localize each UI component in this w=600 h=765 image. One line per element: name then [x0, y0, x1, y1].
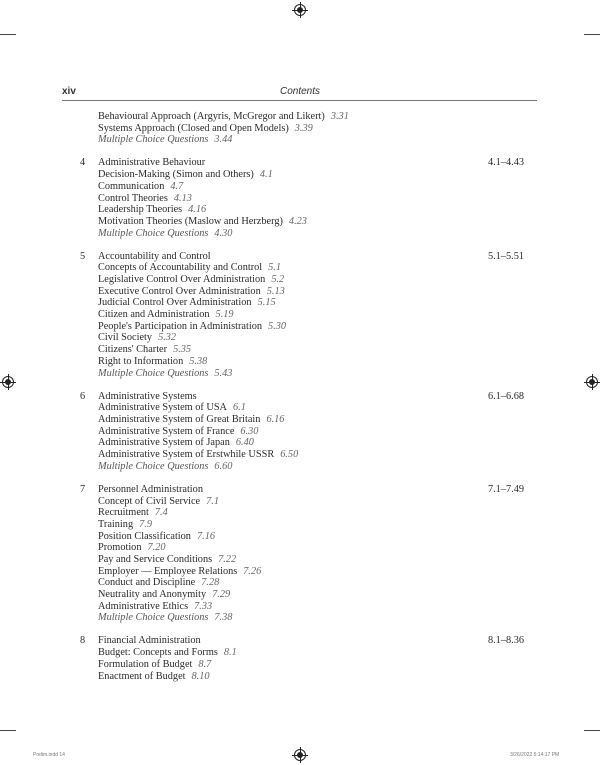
- toc-entry: [62, 356, 524, 368]
- toc-entry-page: 5.19: [215, 309, 234, 321]
- chapter-title: Administrative Systems: [98, 390, 197, 402]
- toc-entry: [62, 449, 524, 461]
- toc-entry-page: 5.30: [268, 320, 287, 332]
- toc-entry-page: 6.50: [280, 449, 299, 461]
- toc-entry-title: Promotion: [98, 542, 142, 554]
- chapter-number: 7: [80, 483, 86, 495]
- registration-mark-icon: [294, 4, 306, 16]
- toc-entry-title: Conduct and Discipline: [98, 577, 196, 589]
- toc-entry: [62, 577, 524, 589]
- toc-entry-page: 7.22: [218, 553, 237, 565]
- crop-mark: [0, 34, 16, 35]
- header-rule: [62, 100, 537, 101]
- toc-entry-page: 7.38: [214, 612, 233, 624]
- chapter-page-range: 5.1–5.51: [487, 250, 524, 262]
- toc-entry-page: 7.29: [212, 589, 231, 600]
- toc-entry-title: Administrative System of USA: [98, 402, 227, 414]
- toc-entry-title: Citizen and Administration: [98, 309, 210, 321]
- chapter-block: [62, 484, 524, 624]
- toc-entry-title: Administrative System of Japan: [98, 437, 230, 449]
- chapter-page-range: 7.1–7.49: [487, 483, 524, 495]
- chapter-heading: [62, 391, 524, 403]
- toc-entry: [62, 659, 524, 671]
- crop-mark: [0, 730, 16, 731]
- toc-entry-title: Budget: Concepts and Forms: [98, 647, 218, 659]
- toc-entry: [62, 193, 524, 205]
- toc-entry-page: 6.40: [235, 437, 254, 449]
- toc-entry: [62, 134, 524, 146]
- toc-entry: [62, 228, 524, 240]
- toc-entry-page: 7.4: [154, 507, 168, 519]
- toc-entry-page: 5.2: [271, 274, 285, 286]
- toc-entry-title: Behavioural Approach (Argyris, McGregor and Likert): [98, 111, 325, 122]
- page-number: xiv: [62, 86, 76, 97]
- toc-entry-page: 5.1: [268, 262, 282, 274]
- toc-entry-title: Recruitment: [98, 507, 149, 519]
- toc-entry-page: 4.23: [288, 215, 307, 227]
- toc-entry-page: 5.15: [257, 297, 276, 309]
- chapter-list: [62, 157, 524, 682]
- toc-entry-title: Concept of Civil Service: [98, 495, 201, 507]
- toc-entry-title: Position Classification: [98, 530, 191, 542]
- registration-mark-icon: [586, 376, 598, 388]
- chapter-heading: [62, 157, 524, 169]
- toc-entry: [62, 566, 524, 578]
- toc-entry-page: 3.31: [330, 111, 349, 122]
- toc-entry-page: 8.1: [223, 647, 237, 659]
- chapter-title: Accountability and Control: [98, 250, 211, 262]
- slug-timestamp: 3/26/2022 5:14:17 PM: [510, 752, 560, 758]
- toc-entry-page: 8.10: [191, 670, 210, 682]
- toc-entry-title: Multiple Choice Questions: [98, 367, 209, 379]
- toc-entry-title: Civil Society: [98, 332, 153, 344]
- toc-entry-title: Administrative Ethics: [98, 600, 189, 612]
- toc-entry-title: Legislative Control Over Administration: [98, 274, 266, 286]
- toc-entry-title: Communication: [98, 180, 165, 192]
- toc-entry-page: 4.30: [214, 227, 233, 239]
- toc-entry: [62, 554, 524, 566]
- toc-entry: [62, 216, 524, 228]
- toc-entry: [62, 589, 524, 601]
- toc-entry-page: 7.16: [196, 530, 215, 542]
- toc-entry: [62, 274, 524, 286]
- toc-entry-page: 5.32: [158, 332, 177, 344]
- running-header-title: Contents: [279, 86, 321, 97]
- toc-entry: [62, 309, 524, 321]
- chapter-block: [62, 391, 524, 473]
- toc-entry-page: 6.16: [266, 413, 285, 425]
- toc-entry: [62, 496, 524, 508]
- toc-entry-page: 4.7: [170, 180, 184, 192]
- toc-entry: [62, 169, 524, 181]
- toc-entry: [62, 286, 524, 298]
- chapter-block: [62, 251, 524, 380]
- toc-entry: [62, 204, 524, 216]
- toc-entry-title: Leadership Theories: [98, 204, 183, 216]
- toc-entry: [62, 601, 524, 613]
- toc-entry-title: Pay and Service Conditions: [98, 553, 213, 565]
- toc-entry-page: 4.13: [173, 192, 192, 204]
- toc-entry-page: 5.38: [189, 355, 208, 367]
- chapter-block: [62, 635, 524, 682]
- toc-entry: [62, 671, 524, 683]
- chapter-title: Financial Administration: [98, 635, 201, 647]
- chapter-number: 6: [80, 390, 86, 402]
- toc-entry-page: 4.1: [259, 169, 273, 181]
- chapter-block: [62, 157, 524, 239]
- toc-entry: [62, 507, 524, 519]
- toc-entry-page: 5.35: [173, 344, 192, 356]
- toc-entry-page: 3.39: [294, 122, 313, 134]
- toc-entry-page: 7.28: [201, 577, 220, 589]
- toc-entry: [62, 402, 524, 414]
- toc-entry: [62, 414, 524, 426]
- toc-entry-title: Concepts of Accountability and Control: [98, 262, 263, 274]
- toc-entry-title: Formulation of Budget: [98, 658, 193, 670]
- toc-entry-page: 7.1: [206, 495, 219, 507]
- toc-entry: [62, 321, 524, 333]
- toc-entry: [62, 332, 524, 344]
- toc-entry-title: Motivation Theories (Maslow and Herzberg): [98, 215, 283, 227]
- toc-entry-title: Systems Approach (Closed and Open Models): [98, 122, 289, 134]
- toc-entry-page: 4.16: [188, 204, 207, 216]
- chapter-heading: [62, 484, 524, 496]
- toc-entry: [62, 262, 524, 274]
- toc-entry-page: 7.33: [194, 600, 213, 612]
- chapter-title: Administrative Behaviour: [98, 157, 206, 169]
- toc-entry-title: Multiple Choice Questions: [98, 227, 209, 239]
- toc-entry-page: 8.7: [198, 658, 212, 670]
- chapter-heading: [62, 635, 524, 647]
- toc-entry-title: Control Theories: [98, 192, 168, 204]
- toc-entry-page: 6.60: [214, 460, 233, 472]
- toc-entry-title: Right to Information: [98, 355, 184, 367]
- toc-entry-title: Multiple Choice Questions: [98, 612, 209, 624]
- chapter-heading: [62, 251, 524, 263]
- toc-entry-page: 7.9: [139, 518, 152, 530]
- toc-entry-title: Judicial Control Over Administration: [98, 297, 252, 309]
- toc-entry: [62, 519, 524, 531]
- toc-entry: [62, 461, 524, 473]
- chapter-title: Personnel Administration: [98, 483, 203, 495]
- registration-mark-icon: [294, 749, 306, 761]
- toc-entry-title: Training: [98, 518, 134, 530]
- toc-entry-title: Administrative System of Great Britain: [98, 413, 261, 425]
- toc-entry: [62, 123, 524, 135]
- toc-entry-page: 6.1: [233, 402, 246, 414]
- toc-entry-title: Administrative System of France: [98, 425, 235, 437]
- toc-entry: [62, 542, 524, 554]
- toc-entry: [62, 297, 524, 309]
- registration-mark-icon: [2, 376, 14, 388]
- toc-entry-title: People's Participation in Administration: [98, 320, 263, 332]
- toc-entry-page: 5.13: [266, 285, 285, 297]
- chapter-page-range: 6.1–6.68: [487, 390, 524, 402]
- toc-entry-page: 7.26: [243, 565, 262, 577]
- toc-entry: [62, 647, 524, 659]
- continued-entries: [62, 111, 524, 146]
- toc-entry: [62, 531, 524, 543]
- chapter-page-range: 8.1–8.36: [487, 635, 524, 647]
- toc-entry-title: Employer — Employee Relations: [98, 565, 238, 577]
- toc-entry-page: 6.30: [240, 425, 259, 437]
- slug-file-name: Prelim.indd 14: [33, 752, 65, 758]
- toc-entry: [62, 111, 524, 123]
- chapter-number: 5: [80, 250, 86, 262]
- chapter-page-range: 4.1–4.43: [487, 157, 524, 169]
- crop-mark: [584, 34, 600, 35]
- toc-entry-page: 5.43: [214, 367, 233, 379]
- toc-entry-title: Neutrality and Anonymity: [98, 589, 207, 600]
- toc-entry-page: 3.44: [214, 134, 233, 146]
- toc-entry: [62, 181, 524, 193]
- toc-entry-title: Multiple Choice Questions: [98, 460, 209, 472]
- toc-entry-title: Multiple Choice Questions: [98, 134, 209, 146]
- chapter-number: 4: [80, 157, 86, 169]
- table-of-contents: [62, 111, 524, 682]
- toc-entry: [62, 344, 524, 356]
- toc-entry-page: 7.20: [147, 542, 166, 554]
- toc-entry: [62, 437, 524, 449]
- toc-entry: [62, 426, 524, 438]
- toc-entry-title: Decision-Making (Simon and Others): [98, 169, 254, 181]
- toc-entry-title: Executive Control Over Administration: [98, 285, 261, 297]
- toc-entry: [62, 368, 524, 380]
- chapter-number: 8: [80, 635, 86, 647]
- crop-mark: [584, 730, 600, 731]
- toc-entry-title: Citizens' Charter: [98, 344, 168, 356]
- toc-entry-title: Administrative System of Erstwhile USSR: [98, 449, 275, 461]
- toc-entry-title: Enactment of Budget: [98, 670, 186, 682]
- toc-entry: [62, 612, 524, 624]
